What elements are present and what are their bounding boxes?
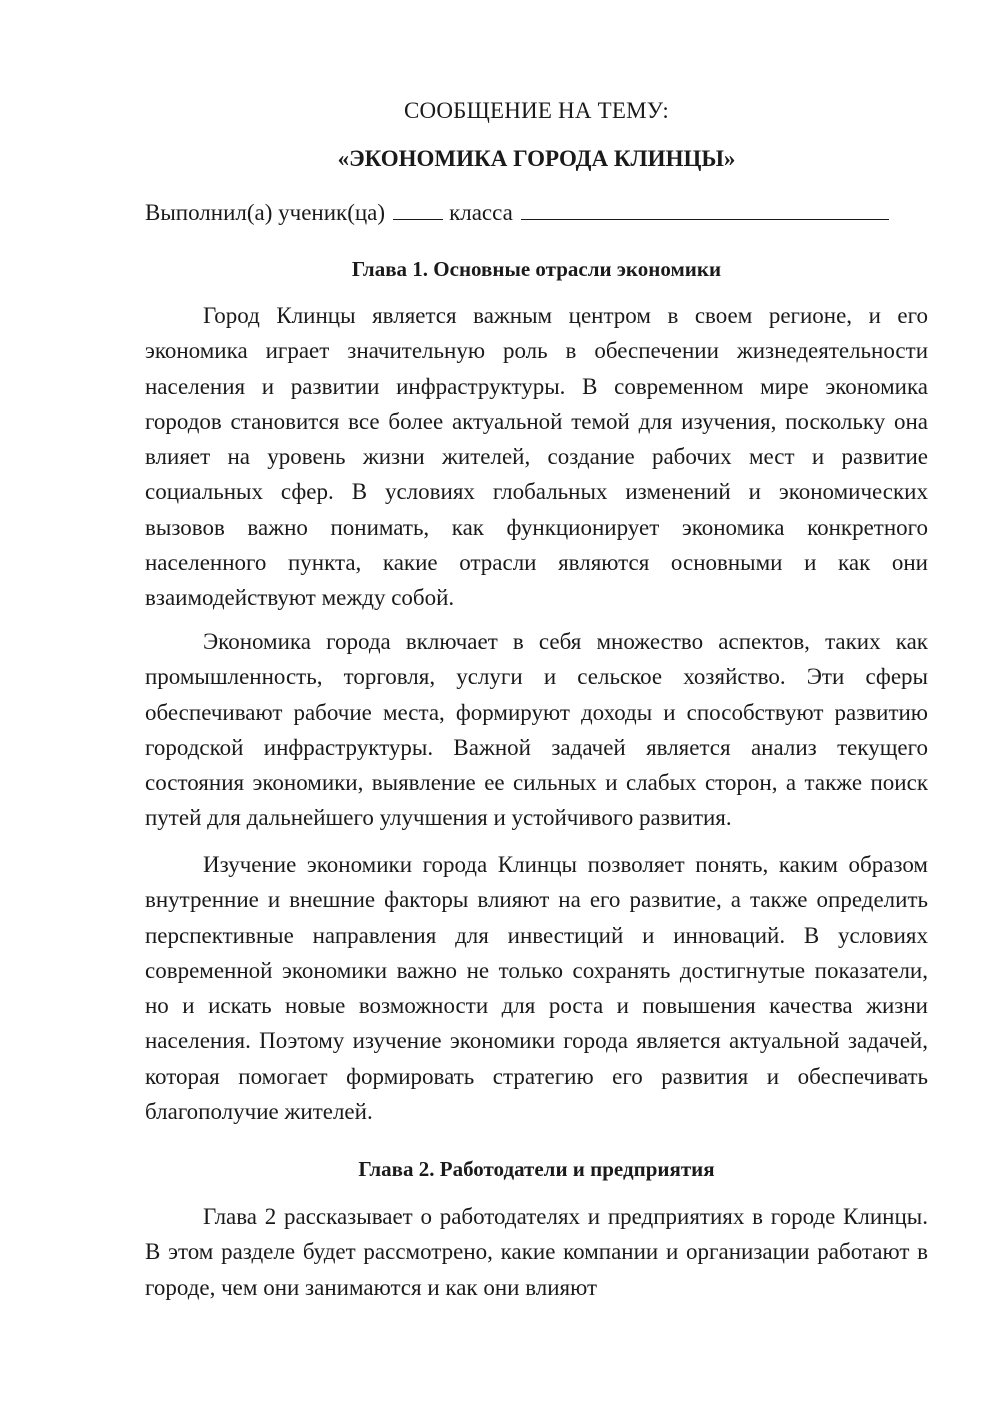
class-label: класса xyxy=(449,200,513,225)
paragraph: Город Клинцы является важным центром в своем регионе, и его экономика играет значительную роль в обеспечении жизнедеятельности населения и развитии инфраструктуры. В современном мире экономика городов становится все более актуальной темой для изучения, поскольку она влияет на уровень жизни жителей, создание рабочих мест и развитие социальных сфер. В условиях глобальных изменений и экономических вызовов важно понимать, как функционирует экономика конкретного населенного пункта, какие отрасли являются основными и как они взаимодействуют между собой. xyxy=(145,303,928,611)
grade-blank xyxy=(393,201,443,220)
paragraph: Экономика города включает в себя множество аспектов, таких как промышленность, торговля, услуги и сельское хозяйство. Эти сферы обеспечивают рабочие места, формируют доходы и способствуют развитию городской инфраструктуры. Важной задачей является анализ текущего состояния экономики, выявление ее сильных и слабых сторон, а также поиск путей для дальнейшего улучшения и устойчивого развития. xyxy=(145,629,928,831)
paragraph: Изучение экономики города Клинцы позволяет понять, каким образом внутренние и внешние факторы влияют на его развитие, а также определить перспективные направления для инвестиций и инноваций. В условиях современной экономики важно не только сохранять достигнутые показатели, но и искать новые возможности для роста и повышения качества жизни населения. Поэтому изучение экономики города является актуальной задачей, которая помогает формировать стратегию его развития и обеспечивать благополучие жителей. xyxy=(145,852,928,1125)
paragraph: Глава 2 рассказывает о работодателях и предприятиях в городе Клинцы. В этом разделе будет рассмотрено, какие компании и организации работают в городе, чем они занимаются и как они влияют xyxy=(145,1204,928,1300)
document-heading-topic-label: СООБЩЕНИЕ НА ТЕМУ: xyxy=(404,98,669,123)
class-blank xyxy=(521,201,889,220)
document-title: «ЭКОНОМИКА ГОРОДА КЛИНЦЫ» xyxy=(337,146,736,171)
chapter-title: Глава 2. Работодатели и предприятия xyxy=(358,1157,715,1181)
chapter-title: Глава 1. Основные отрасли экономики xyxy=(351,257,722,281)
author-label: Выполнил(а) ученик(ца) xyxy=(145,200,386,225)
author-line xyxy=(145,201,928,224)
